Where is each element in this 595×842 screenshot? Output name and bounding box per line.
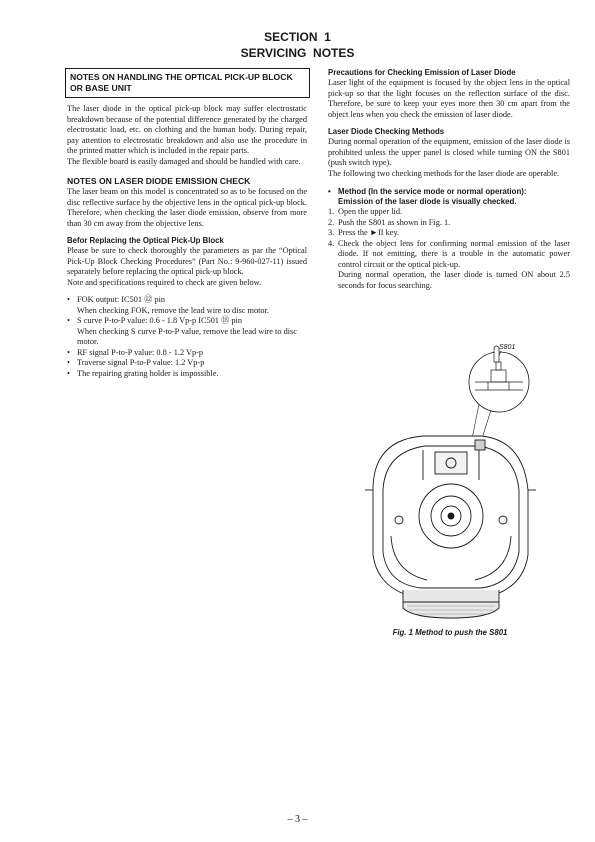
operable-methods-paragraph: The following two checking methods for the laser diode are operable. (328, 168, 560, 178)
list-item: 2. Push the S801 as shown in Fig. 1. (328, 217, 451, 227)
before-replacing-paragraph: Please be sure to check thoroughly the parameters as par the “Optical Pick-Up Block Checking Procedures” (Part No.: 9-960-027-11) issued separately before replacing the optical pick-up block. (67, 246, 307, 276)
page-title (0, 29, 595, 61)
list-item: 4. Check the object lens for confirming normal emission of the laser diode. If not emitting, there is a trouble in the automatic power control circuit or the optical pick-up. During normal operation, the laser diode is turned ON about 2.5 seconds for focus searching. (328, 238, 570, 290)
hand-pointer (494, 346, 499, 362)
s801-figure (363, 340, 538, 625)
emission-check-heading: NOTES ON LASER DIODE EMISSION CHECK (67, 176, 251, 186)
checking-methods-heading: Laser Diode Checking Methods (328, 127, 445, 136)
section-number: SECTION 1 (264, 30, 331, 44)
list-item: 1. Open the upper lid. (328, 207, 403, 216)
list-item: • The repairing grating holder is impossible. (67, 368, 219, 378)
page-number: – 3 – (287, 814, 308, 825)
electrostatic-paragraph: The laser diode in the optical pick-up block may suffer electrostatic breakdown because of the potential difference generated by the charged electrostatic load, etc. on clothing and the human body. During repair, pay attention to electrostatic breakdown and also use the procedure in the printed matter which is included in the repair parts. (67, 104, 307, 155)
list-item: • S curve P-to-P value: 0.6 - 1.8 Vp-p IC501 ⑱ pin When checking S curve P-to-P value, remove the lead wire to disc motor. (67, 316, 297, 346)
list-item: • Traverse signal P-to-P value: 1.2 Vp-p (67, 358, 205, 367)
emission-check-paragraph: The laser beam on this model is concentrated so as to be focused on the disc reflective surface by the objective lens in the optical pick-up block. Therefore, when checking the laser diode emission, observe from more than 30 cm away from the objective lens. (67, 187, 307, 228)
flexible-board-paragraph: The flexible board is easily damaged and should be handled with care. (67, 156, 301, 166)
list-item: 3. Press the ►II key. (328, 228, 400, 237)
precautions-paragraph: Laser light of the equipment is focused by the object lens in the optical pick-up so that the light focuses on the reflection surface of the disc. Therefore, be sure to keep your eyes more then 30 cm apart from the object lens when you check the emission of laser diode. (328, 78, 570, 119)
list-item: • FOK output: IC501 ⑫ pin When checking FOK, remove the lead wire to disc motor. (67, 295, 269, 315)
spec-list (67, 295, 307, 379)
precautions-heading: Precautions for Checking Emission of Laser Diode (328, 68, 516, 77)
before-replacing-heading: Befor Replacing the Optical Pick-Up Block (67, 236, 224, 245)
checking-methods-paragraph: During normal operation of the equipment, emission of the laser diode is prohibited unless the upper panel is closed while turning ON the S801 (push switch type). (328, 137, 570, 167)
s801-switch-detail (475, 362, 523, 390)
pickup-handling-heading: NOTES ON HANDLING THE OPTICAL PICK-UP BLOCK OR BASE UNIT (65, 68, 310, 98)
method-heading: • Method (In the service mode or normal operation): Emission of the laser diode is visually checked. (328, 187, 527, 206)
specs-intro-paragraph: Note and specifications required to check are given below. (67, 277, 262, 287)
cd-player-drawing (365, 436, 536, 618)
list-item: • RF signal P-to-P value: 0.8 - 1.2 Vp-p (67, 347, 204, 357)
s801-label: S801 (499, 344, 516, 351)
right-column (328, 68, 570, 291)
left-column (67, 68, 307, 379)
step-list (328, 207, 570, 291)
section-title: SERVICING NOTES (240, 46, 355, 60)
figure-caption: Fig. 1 Method to push the S801 (392, 628, 508, 637)
